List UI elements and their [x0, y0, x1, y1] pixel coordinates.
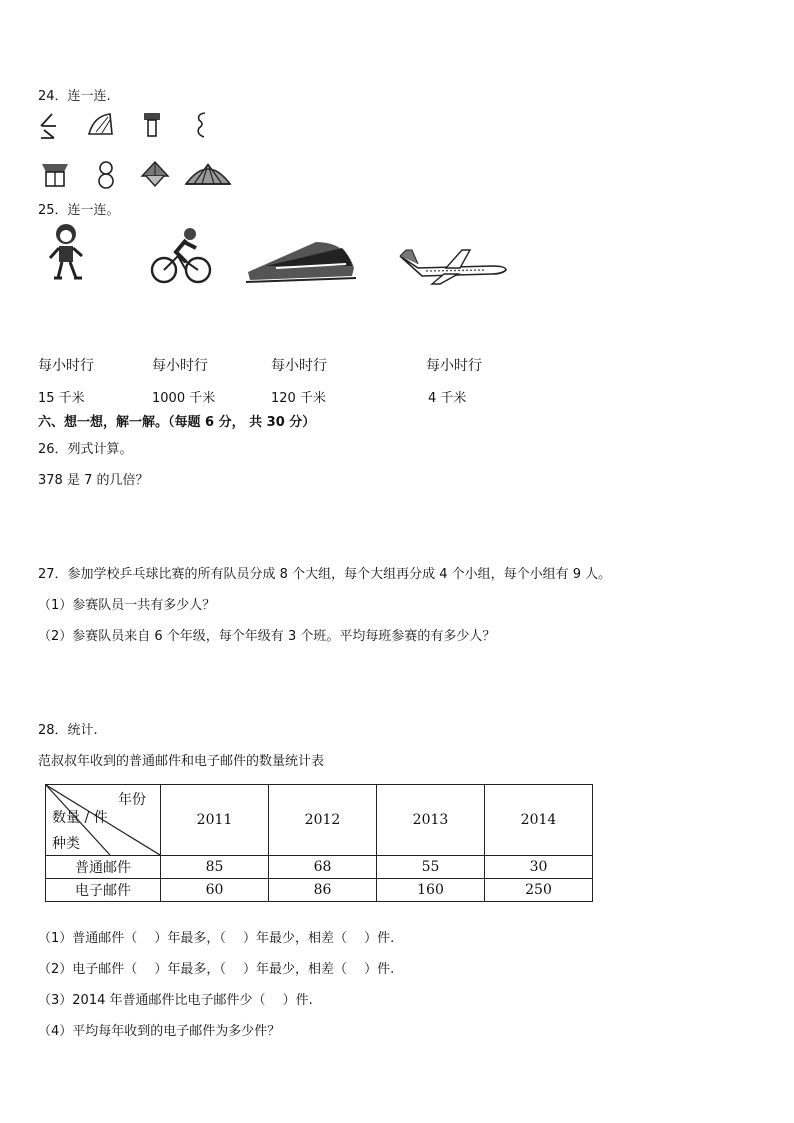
row-label-email: 电子邮件	[46, 879, 161, 902]
q28-title: 28．统计.	[38, 723, 98, 738]
q28-sub1: （1）普通邮件（ ）年最多，（ ）年最少，相差（ ）件.	[38, 931, 395, 946]
mail-statistics-table	[45, 784, 593, 902]
q28-caption: 范叔叔年收到的普通邮件和电子邮件的数量统计表	[38, 754, 325, 769]
airplane-icon	[396, 246, 508, 286]
speed-value-4: 4 千米	[428, 391, 467, 406]
speed-value-1: 15 千米	[38, 391, 85, 406]
header-qty-label: 数量 / 件	[52, 810, 108, 826]
q27-sub1: （1）参赛队员一共有多少人？	[38, 598, 216, 613]
speed-label-1: 每小时行	[38, 358, 94, 374]
high-speed-train-icon	[246, 238, 358, 284]
cyclist-icon	[150, 226, 212, 286]
speed-label-3: 每小时行	[271, 358, 327, 374]
year-header: 2014	[485, 785, 593, 856]
year-header: 2013	[377, 785, 485, 856]
girl-walking-icon	[46, 222, 88, 284]
table-cell: 60	[161, 879, 269, 902]
q24-title: 24．连一连.	[38, 89, 111, 104]
diagonal-header-cell	[46, 785, 161, 856]
table-cell: 30	[485, 856, 593, 879]
speed-value-2: 1000 千米	[152, 391, 216, 406]
header-kind-label: 种类	[52, 836, 80, 852]
fragment-table-piece-icon	[142, 110, 162, 138]
header-year-label: 年份	[118, 792, 146, 808]
table-cell: 86	[269, 879, 377, 902]
q25-title: 25．连一连。	[38, 203, 120, 218]
q28-sub4: （4）平均每年收到的电子邮件为多少件？	[38, 1024, 281, 1039]
speed-label-4: 每小时行	[426, 358, 482, 374]
table-cell: 85	[161, 856, 269, 879]
fragment-umbrella-piece-icon	[86, 112, 114, 136]
q28-sub3: （3）2014 年普通邮件比电子邮件少（ ）件.	[38, 993, 313, 1008]
table-cell: 160	[377, 879, 485, 902]
table-row	[46, 856, 593, 879]
q26-text: 378 是 7 的几倍？	[38, 473, 149, 488]
fragment-eight-piece-icon	[194, 110, 210, 140]
row-label-regular-mail: 普通邮件	[46, 856, 161, 879]
q26-title: 26．列式计算。	[38, 442, 133, 457]
section-6-heading: 六、想一想，解一解。（每题 6 分， 共 30 分）	[38, 415, 316, 430]
table-cell: 55	[377, 856, 485, 879]
table-row	[46, 879, 593, 902]
q28-sub2: （2）电子邮件（ ）年最多，（ ）年最少，相差（ ）件.	[38, 962, 395, 977]
year-header: 2011	[161, 785, 269, 856]
speed-label-2: 每小时行	[152, 358, 208, 374]
umbrella-shape-icon	[184, 160, 232, 188]
year-header: 2012	[269, 785, 377, 856]
speed-value-3: 120 千米	[271, 391, 326, 406]
table-header-row	[46, 785, 593, 856]
q27-sub2: （2）参赛队员来自 6 个年级，每个年级有 3 个班。平均每班参赛的有多少人？	[38, 629, 496, 644]
tangram-shape-icon	[140, 160, 170, 188]
q27-title: 27．参加学校乒乓球比赛的所有队员分成 8 个大组，每个大组再分成 4 个小组，每个小组有 9 人。	[38, 567, 612, 582]
table-cell: 250	[485, 879, 593, 902]
eight-shape-icon	[95, 160, 117, 190]
fragment-umbrella-shard-icon	[38, 112, 60, 140]
table-cell: 68	[269, 856, 377, 879]
table-shape-icon	[40, 160, 70, 188]
